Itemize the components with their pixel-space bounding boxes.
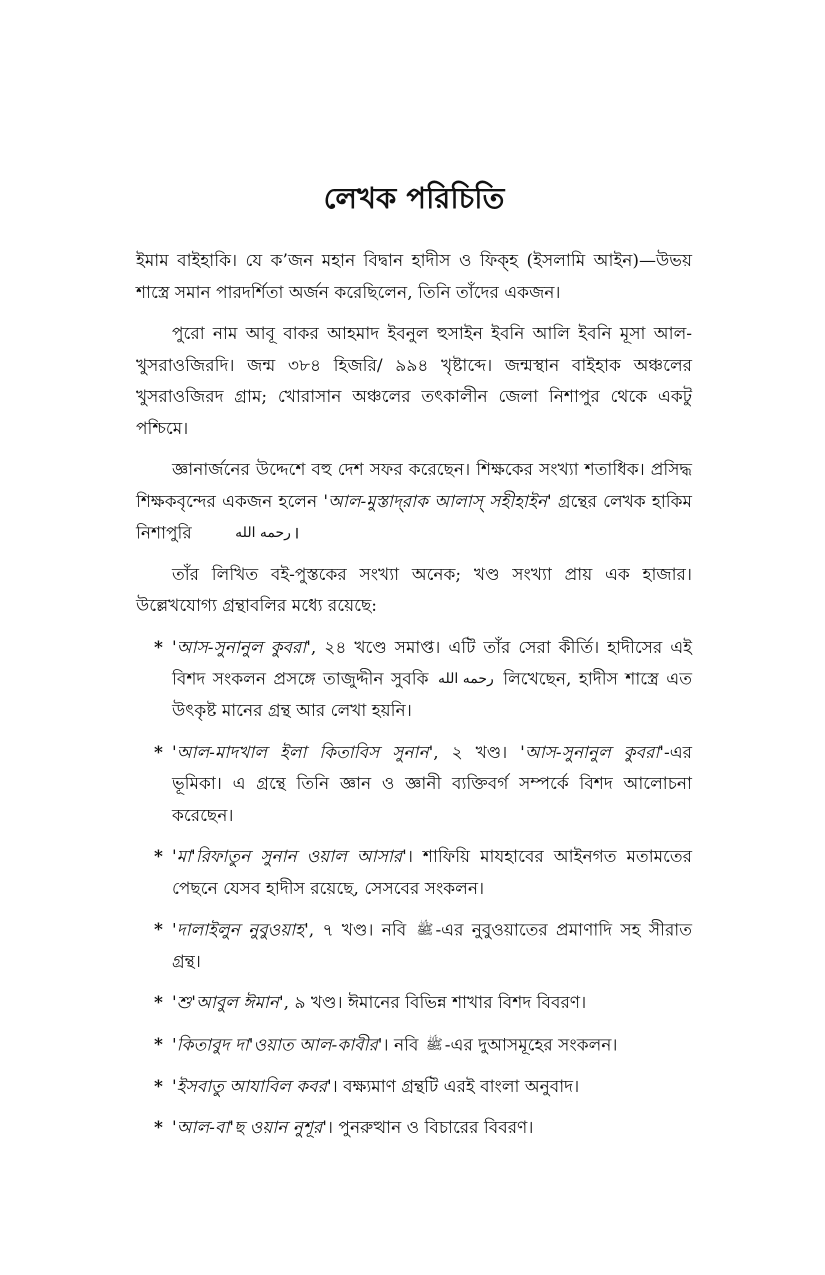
list-item xyxy=(136,842,692,905)
book-description: , ৯ খণ্ড। ঈমানের বিভিন্ন শাখার বিশদ বিবরণ। xyxy=(283,993,587,1014)
list-item xyxy=(136,633,692,728)
sentence-end: । xyxy=(292,523,300,544)
prophet-honorific-glyph: ﷺ xyxy=(416,922,434,938)
book-description: । পুনরুত্থান ও বিচারের বিবরণ। xyxy=(326,1118,534,1138)
book-title-mustadrak: 'আল-মুস্তাদ্‌রাক আলাস্ সহীহাইন' xyxy=(323,491,552,512)
book-list xyxy=(136,633,692,1145)
book-description: , ৭ খণ্ড। নবি xyxy=(308,920,407,941)
list-item xyxy=(136,738,692,833)
book-title: 'আস-সুনানুল কুবরা' xyxy=(172,637,311,658)
teacher-text: গ্রন্থের লেখক হাকিম নিশাপুরি xyxy=(136,491,692,544)
honorific-glyph: رحمه الله xyxy=(235,525,291,541)
honorific-glyph: رحمه الله xyxy=(437,671,494,688)
list-item xyxy=(136,988,692,1020)
list-item xyxy=(136,915,692,978)
bullet-asterisk: * xyxy=(154,993,163,1014)
name-birth-paragraph: পুরো নাম আবূ বাকর আহমাদ ইবনুল হুসাইন ইবনি আলি ইবনি মূসা আল-খুসরাওজিরদি। জন্ম ৩৮৪ হিজরি/ ৯৯৪ খৃষ্টাব্দে। জন্মস্থান বাইহাক অঞ্চলের খুসরাওজিরদ গ্রাম; খোরাসান অঞ্চলের তৎকালীন জেলা নিশাপুর থেকে একটু পশ্চিমে। xyxy=(136,324,692,439)
prophet-honorific-glyph: ﷺ xyxy=(425,1036,443,1053)
book-description-cont: -এর ভূমিকা। এ গ্রন্থে তিনি জ্ঞান ও জ্ঞানী ব্যক্তিবর্গ সম্পর্কে বিশদ আলোচনা করেছেন। xyxy=(172,742,692,826)
book-description: । নবি xyxy=(382,1035,419,1055)
list-item xyxy=(136,1113,692,1145)
book-description-cont: -এর নুবুওয়াতের প্রমাণাদি সহ সীরাত গ্রন্থ। xyxy=(172,920,692,972)
bullet-asterisk: * xyxy=(154,847,163,867)
book-title: 'শু'আবুল ঈমান' xyxy=(172,993,284,1014)
book-title: 'দালাইলুন নুবুওয়াহ' xyxy=(172,920,309,941)
book-description-cont: -এর দুআসমূহের সংকলন। xyxy=(444,1035,618,1055)
bullet-asterisk: * xyxy=(154,1118,163,1138)
works-intro-paragraph: তাঁর লিখিত বই-পুস্তকের সংখ্যা অনেক; খণ্ড সংখ্যা প্রায় এক হাজার। উল্লেখযোগ্য গ্রন্থাবলির মধ্যে রয়েছে: xyxy=(136,564,692,617)
bullet-asterisk: * xyxy=(154,742,163,763)
bullet-asterisk: * xyxy=(154,637,163,658)
book-title: 'ইসবাতু আযাবিল কবর' xyxy=(172,1076,332,1097)
book-title: 'আল-বা'ছ ওয়ান নুশূর' xyxy=(172,1118,327,1138)
page-body xyxy=(136,246,692,1155)
book-description-cont: লিখেছেন, হাদীস শাস্ত্রে এত উৎকৃষ্ট মানের গ্রন্থ আর লেখা হয়নি। xyxy=(172,669,692,721)
book-title: 'আল-মাদখাল ইলা কিতাবিস সুনান' xyxy=(172,742,434,763)
bullet-asterisk: * xyxy=(154,1034,163,1055)
book-title: 'মা'রিফাতুন সুনান ওয়াল আসার' xyxy=(172,847,407,867)
travel-text: জ্ঞানার্জনের উদ্দেশে বহু দেশ সফর করেছেন। শিক্ষকের সংখ্যা শতাধিক। প্রসিদ্ধ শিক্ষকবৃন্দের একজন হলেন xyxy=(136,460,692,512)
book-title-secondary: 'আস-সুনানুল কুবরা' xyxy=(520,742,664,763)
book-description: , ২ খণ্ড। xyxy=(433,742,521,763)
bullet-asterisk: * xyxy=(154,920,163,940)
book-title: 'কিতাবুদ দা'ওয়াত আল-কাবীর' xyxy=(172,1035,383,1055)
list-item xyxy=(136,1072,692,1104)
book-description: , ২৪ খণ্ডে সমাপ্ত। এটি তাঁর সেরা কীর্তি। হাদীসের এই বিশদ সংকলন প্রসঙ্গে তাজুদ্দীন সুবকি xyxy=(172,637,693,690)
list-item xyxy=(136,1030,692,1062)
bullet-asterisk: * xyxy=(154,1076,163,1097)
book-description: । বক্ষ্যমাণ গ্রন্থটি এরই বাংলা অনুবাদ। xyxy=(331,1076,580,1097)
intro-paragraph: ইমাম বাইহাকি। যে ক’জন মহান বিদ্বান হাদীস ও ফিক্‌হ (ইসলামি আইন)—উভয় শাস্ত্রে সমান পারদর্শিতা অর্জন করেছিলেন, তিনি তাঁদের একজন। xyxy=(136,251,692,303)
travel-teachers-paragraph xyxy=(136,455,692,550)
page-title: লেখক পরিচিতি xyxy=(323,181,505,215)
book-description: । শাফিয়ি মাযহাবের আইনগত মতামতের পেছনে যেসব হাদীস রয়েছে, সেসবের সংকলন। xyxy=(172,847,692,899)
